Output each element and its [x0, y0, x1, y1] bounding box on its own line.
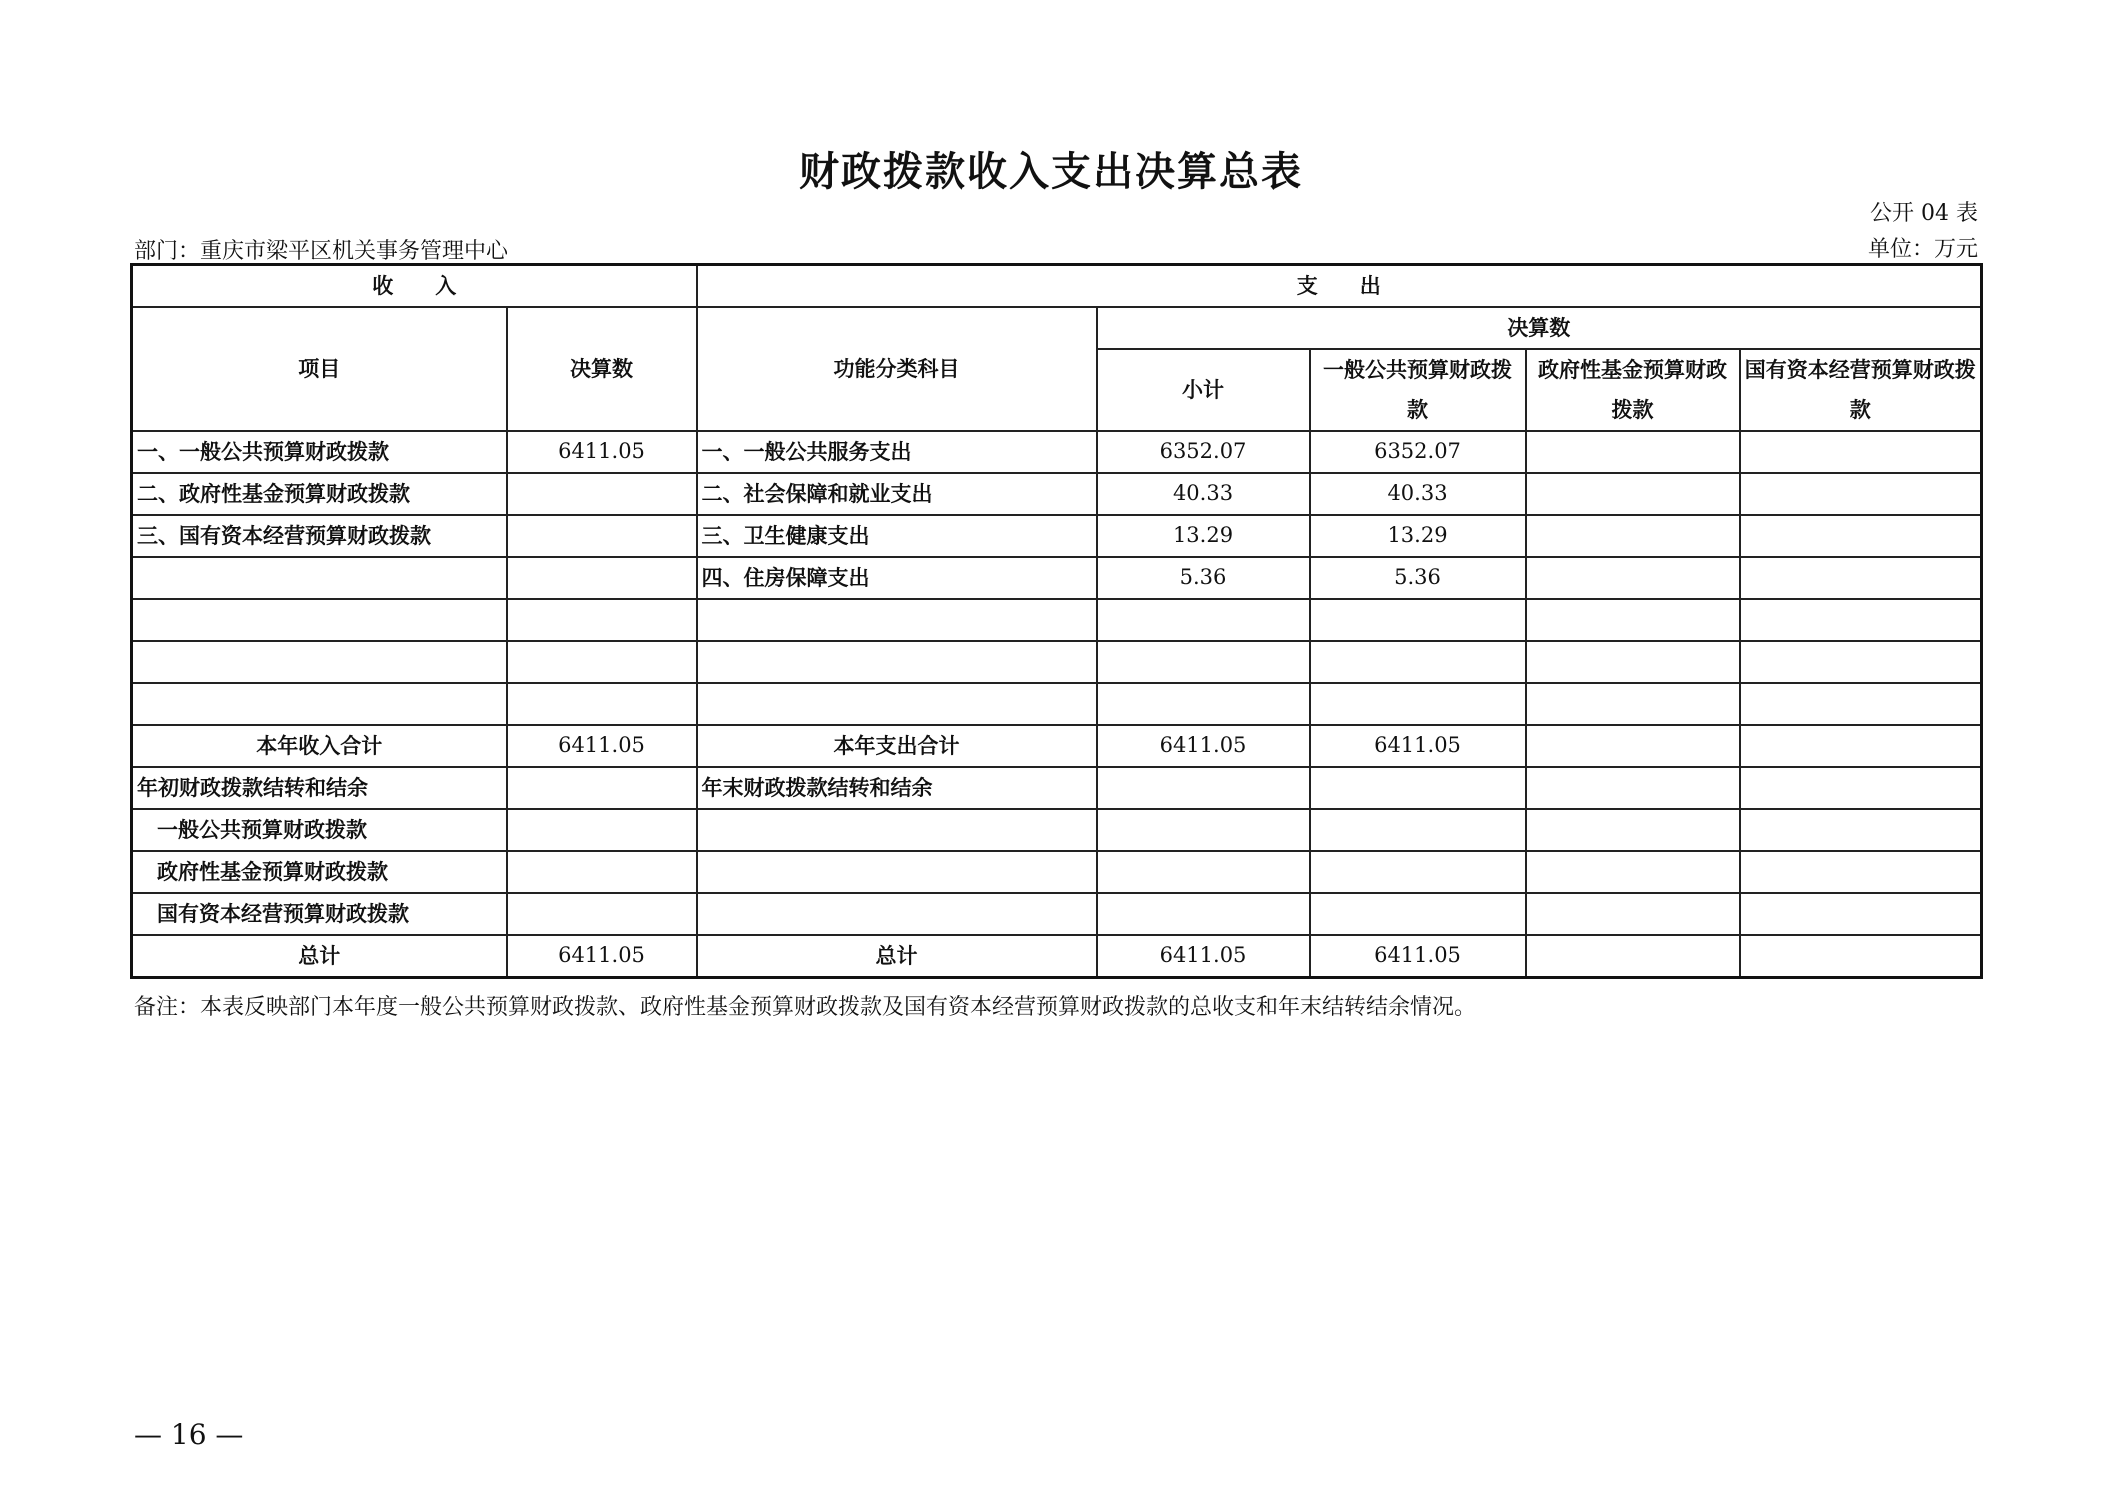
- empty-cell: [507, 809, 697, 851]
- empty-cell: [1097, 851, 1310, 893]
- grand-expense-fund: [1526, 935, 1740, 978]
- empty-cell: [1526, 893, 1740, 935]
- grand-expense-label: 总计: [697, 935, 1097, 978]
- carryover-general-label: 一般公共预算财政拨款: [132, 809, 507, 851]
- empty-cell: [1526, 851, 1740, 893]
- empty-cell: [1310, 851, 1526, 893]
- income-item: [132, 683, 507, 725]
- empty-cell: [697, 851, 1097, 893]
- expense-general: [1310, 641, 1526, 683]
- carryover-fund-label: 政府性基金预算财政拨款: [132, 851, 507, 893]
- income-amount: [507, 515, 697, 557]
- year-expense-subtotal: 6411.05: [1097, 725, 1310, 767]
- expense-capital: [1740, 641, 1982, 683]
- income-item: 二、政府性基金预算财政拨款: [132, 473, 507, 515]
- empty-cell: [507, 893, 697, 935]
- income-item: 一、一般公共预算财政拨款: [132, 431, 507, 473]
- form-code: 公开 04 表: [1870, 201, 1978, 226]
- expense-fund: [1526, 473, 1740, 515]
- grand-expense-general: 6411.05: [1310, 935, 1526, 978]
- header-item: 项目: [132, 307, 507, 431]
- expense-capital: [1740, 557, 1982, 599]
- expense-fund: [1526, 431, 1740, 473]
- year-income-total-label: 本年收入合计: [132, 725, 507, 767]
- year-expense-capital: [1740, 725, 1982, 767]
- expense-capital: [1740, 431, 1982, 473]
- header-amount: 决算数: [507, 307, 697, 431]
- header-subtotal: 小计: [1097, 349, 1310, 431]
- empty-cell: [1310, 809, 1526, 851]
- grand-expense-subtotal: 6411.05: [1097, 935, 1310, 978]
- year-expense-general: 6411.05: [1310, 725, 1526, 767]
- income-amount: [507, 557, 697, 599]
- header-row-2: [132, 307, 1982, 349]
- start-carryover-amount: [507, 767, 697, 809]
- empty-cell: [507, 851, 697, 893]
- grand-income-label: 总计: [132, 935, 507, 978]
- expense-fund: [1526, 599, 1740, 641]
- empty-cell: [1310, 893, 1526, 935]
- income-amount: [507, 641, 697, 683]
- expense-general: [1310, 683, 1526, 725]
- income-item: [132, 641, 507, 683]
- table-row: [132, 515, 1982, 557]
- expense-item: [697, 641, 1097, 683]
- expense-item: [697, 683, 1097, 725]
- expense-general: 5.36: [1310, 557, 1526, 599]
- expense-subtotal: [1097, 641, 1310, 683]
- end-carryover-general: [1310, 767, 1526, 809]
- end-carryover-capital: [1740, 767, 1982, 809]
- expense-subtotal: 13.29: [1097, 515, 1310, 557]
- end-carryover-label: 年末财政拨款结转和结余: [697, 767, 1097, 809]
- expense-capital: [1740, 473, 1982, 515]
- page-number: — 16 —: [134, 1418, 244, 1451]
- header-general-budget: 一般公共预算财政拨款: [1310, 349, 1526, 431]
- income-item: [132, 599, 507, 641]
- income-amount: [507, 599, 697, 641]
- empty-cell: [1097, 809, 1310, 851]
- header-expense: 支 出: [697, 265, 1982, 308]
- expense-general: 40.33: [1310, 473, 1526, 515]
- year-expense-total-label: 本年支出合计: [697, 725, 1097, 767]
- header-gov-fund: 政府性基金预算财政拨款: [1526, 349, 1740, 431]
- carryover-sub-row: [132, 893, 1982, 935]
- expense-capital: [1740, 515, 1982, 557]
- income-item: 三、国有资本经营预算财政拨款: [132, 515, 507, 557]
- expense-fund: [1526, 683, 1740, 725]
- expense-fund: [1526, 641, 1740, 683]
- table-row: [132, 599, 1982, 641]
- expense-item: 一、一般公共服务支出: [697, 431, 1097, 473]
- expense-subtotal: 40.33: [1097, 473, 1310, 515]
- table-row: [132, 473, 1982, 515]
- carryover-capital-label: 国有资本经营预算财政拨款: [132, 893, 507, 935]
- end-carryover-fund: [1526, 767, 1740, 809]
- empty-cell: [697, 809, 1097, 851]
- empty-cell: [1526, 809, 1740, 851]
- unit-label: 单位：万元: [1867, 237, 1978, 262]
- empty-cell: [1740, 851, 1982, 893]
- year-income-total-amount: 6411.05: [507, 725, 697, 767]
- empty-cell: [1740, 893, 1982, 935]
- table-row: [132, 683, 1982, 725]
- end-carryover-subtotal: [1097, 767, 1310, 809]
- carryover-row: [132, 767, 1982, 809]
- empty-cell: [1097, 893, 1310, 935]
- expense-item: 二、社会保障和就业支出: [697, 473, 1097, 515]
- expense-item: 三、卫生健康支出: [697, 515, 1097, 557]
- expense-capital: [1740, 599, 1982, 641]
- expense-fund: [1526, 515, 1740, 557]
- expense-subtotal: [1097, 599, 1310, 641]
- expense-general: [1310, 599, 1526, 641]
- page-title: 财政拨款收入支出决算总表: [799, 148, 1303, 195]
- header-final-amount: 决算数: [1097, 307, 1982, 349]
- income-amount: [507, 473, 697, 515]
- footnote: 备注：本表反映部门本年度一般公共预算财政拨款、政府性基金预算财政拨款及国有资本经营预算财政拨款的总收支和年末结转结余情况。: [134, 995, 1477, 1020]
- table-row: [132, 641, 1982, 683]
- header-function-category: 功能分类科目: [697, 307, 1097, 431]
- table-row: [132, 431, 1982, 473]
- expense-general: 6352.07: [1310, 431, 1526, 473]
- expense-subtotal: 6352.07: [1097, 431, 1310, 473]
- grand-expense-capital: [1740, 935, 1982, 978]
- empty-cell: [697, 893, 1097, 935]
- income-amount: 6411.05: [507, 431, 697, 473]
- expense-item: 四、住房保障支出: [697, 557, 1097, 599]
- grand-income-amount: 6411.05: [507, 935, 697, 978]
- expense-general: 13.29: [1310, 515, 1526, 557]
- income-amount: [507, 683, 697, 725]
- carryover-sub-row: [132, 809, 1982, 851]
- year-total-row: [132, 725, 1982, 767]
- expense-capital: [1740, 683, 1982, 725]
- header-row-1: [132, 265, 1982, 308]
- expense-subtotal: [1097, 683, 1310, 725]
- start-carryover-label: 年初财政拨款结转和结余: [132, 767, 507, 809]
- expense-fund: [1526, 557, 1740, 599]
- expense-subtotal: 5.36: [1097, 557, 1310, 599]
- department-label: 部门：重庆市梁平区机关事务管理中心: [134, 239, 509, 264]
- expense-item: [697, 599, 1097, 641]
- appropriation-summary-table: [130, 263, 1983, 979]
- header-income: 收 入: [132, 265, 697, 308]
- table-row: [132, 557, 1982, 599]
- empty-cell: [1740, 809, 1982, 851]
- carryover-sub-row: [132, 851, 1982, 893]
- year-expense-fund: [1526, 725, 1740, 767]
- income-item: [132, 557, 507, 599]
- header-state-capital: 国有资本经营预算财政拨款: [1740, 349, 1982, 431]
- grand-total-row: [132, 935, 1982, 978]
